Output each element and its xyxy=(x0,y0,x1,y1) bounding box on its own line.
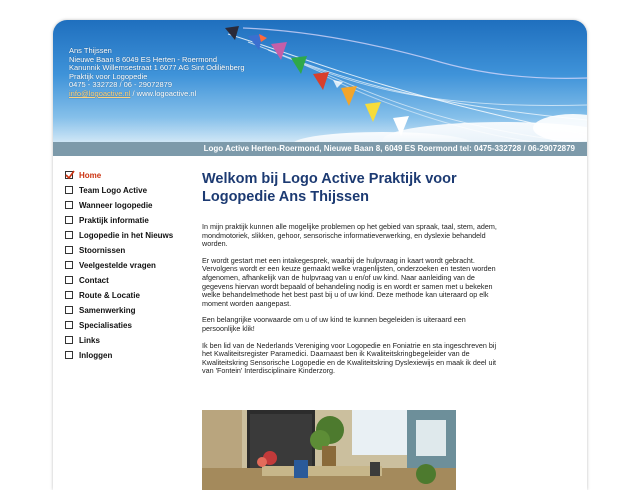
checkbox-icon xyxy=(65,186,73,194)
checkbox-icon xyxy=(65,246,73,254)
checkbox-icon xyxy=(65,216,73,224)
contact-phone: 0475 - 332728 / 06 - 29072879 xyxy=(69,80,173,90)
nav-item-label: Specialisaties xyxy=(79,321,132,330)
nav-item-stoornissen[interactable] xyxy=(65,243,190,258)
email-link[interactable]: info@logoactive.nl xyxy=(69,88,131,98)
checkbox-icon xyxy=(65,261,73,269)
info-bar: Logo Active Herten-Roermond, Nieuwe Baan 8, 6049 ES Roermond tel: 0475-332728 / 06-29072879 xyxy=(53,142,587,156)
nav-item-label: Inloggen xyxy=(79,351,113,360)
checkbox-icon xyxy=(65,291,73,299)
paragraph-intro: In mijn praktijk kunnen alle mogelijke problemen op het gebied van spraak, taal, stem, adem, mondmotoriek, slikken, gehoor, sensorische informatieverwerking, en dyslexie behandeld worden. xyxy=(202,222,497,249)
content-area xyxy=(53,156,587,490)
nav-item-label: Route & Locatie xyxy=(79,291,140,300)
nav-item-wanneer-logopedie[interactable] xyxy=(65,198,190,213)
page-container xyxy=(53,20,587,490)
contact-address-2: Kanunnik Willemsestraat 1 6077 AG Sint Odiliënberg xyxy=(69,63,245,73)
nav-item-label: Contact xyxy=(79,276,109,285)
nav-item-contact[interactable] xyxy=(65,273,190,288)
nav-item-label: Samenwerking xyxy=(79,306,136,315)
website-text[interactable]: / www.logoactive.nl xyxy=(130,88,197,98)
nav-item-praktijk-informatie[interactable] xyxy=(65,213,190,228)
nav-item-label: Praktijk informatie xyxy=(79,216,149,225)
nav-item-team[interactable] xyxy=(65,183,190,198)
nav-item-specialisaties[interactable] xyxy=(65,318,190,333)
nav-item-label: Stoornissen xyxy=(79,246,126,255)
contact-web-line xyxy=(69,90,269,99)
checkbox-icon xyxy=(65,336,73,344)
nav-item-home[interactable] xyxy=(65,168,190,183)
sidebar-nav xyxy=(65,168,190,363)
nav-item-samenwerking[interactable] xyxy=(65,303,190,318)
main-content xyxy=(202,170,502,384)
nav-item-label: Team Logo Active xyxy=(79,186,148,195)
nav-item-nieuws[interactable] xyxy=(65,228,190,243)
nav-item-label: Logopedie in het Nieuws xyxy=(79,231,174,240)
contact-name: Ans Thijssen xyxy=(69,46,112,55)
page-title: Welkom bij Logo Active Praktijk voor Logopedie Ans Thijssen xyxy=(202,171,457,205)
contact-practice: Praktijk voor Logopedie xyxy=(69,71,148,81)
checkbox-icon xyxy=(65,351,73,359)
checkbox-checked-icon xyxy=(65,171,73,179)
contact-address-1: Nieuwe Baan 8 6049 ES Herten - Roermond xyxy=(69,54,218,64)
paragraph-intake: Er wordt gestart met een intakegesprek, waarbij de hulpvraag in kaart wordt gebracht. Vervolgens wordt er een keuze gemaakt welke vragenlijsten, onderzoeken en testen worden afgenomen, afhankelijk van de hulpvraag van u en/of uw kind. Naar aanleiding van de gegevens hiervan wordt bepaald of behandeling nodig is en wordt er samen met u bekeken welke behandelmethode het best past bij u of uw kind. Deze methode kan uiteraard op elk moment worden aangepast. xyxy=(202,255,496,308)
practice-photo xyxy=(202,410,456,490)
header-banner xyxy=(53,20,587,142)
nav-item-links[interactable] xyxy=(65,333,190,348)
paragraph-membership: Ik ben lid van de Nederlands Vereniging voor Logopedie en Foniatrie en sta ingeschreven bij het Kwaliteitsregister Paramedici. Daarnaast ben ik Kwaliteitskringbegeleider van de Kwaliteitskring Sensorische Logopedie en de Kwaliteitskring Dyslexiewijs en maak ik deel uit van 'Fontein' Interdisciplinaire Kinderzorg. xyxy=(202,340,497,376)
checkbox-icon xyxy=(65,306,73,314)
paragraph-klik: Een belangrijke voorwaarde om u of uw kind te kunnen begeleiden is uiteraard een persoonlijke klik! xyxy=(202,315,466,333)
checkbox-icon xyxy=(65,201,73,209)
checkbox-icon xyxy=(65,321,73,329)
nav-item-label: Links xyxy=(79,336,100,345)
checkbox-icon xyxy=(65,231,73,239)
nav-item-label: Wanneer logopedie xyxy=(79,201,153,210)
nav-item-route[interactable] xyxy=(65,288,190,303)
checkbox-icon xyxy=(65,276,73,284)
header-contact-block xyxy=(69,47,269,99)
nav-item-inloggen[interactable] xyxy=(65,348,190,363)
nav-item-label: Veelgestelde vragen xyxy=(79,261,156,270)
nav-item-label: Home xyxy=(79,171,102,180)
nav-item-faq[interactable] xyxy=(65,258,190,273)
